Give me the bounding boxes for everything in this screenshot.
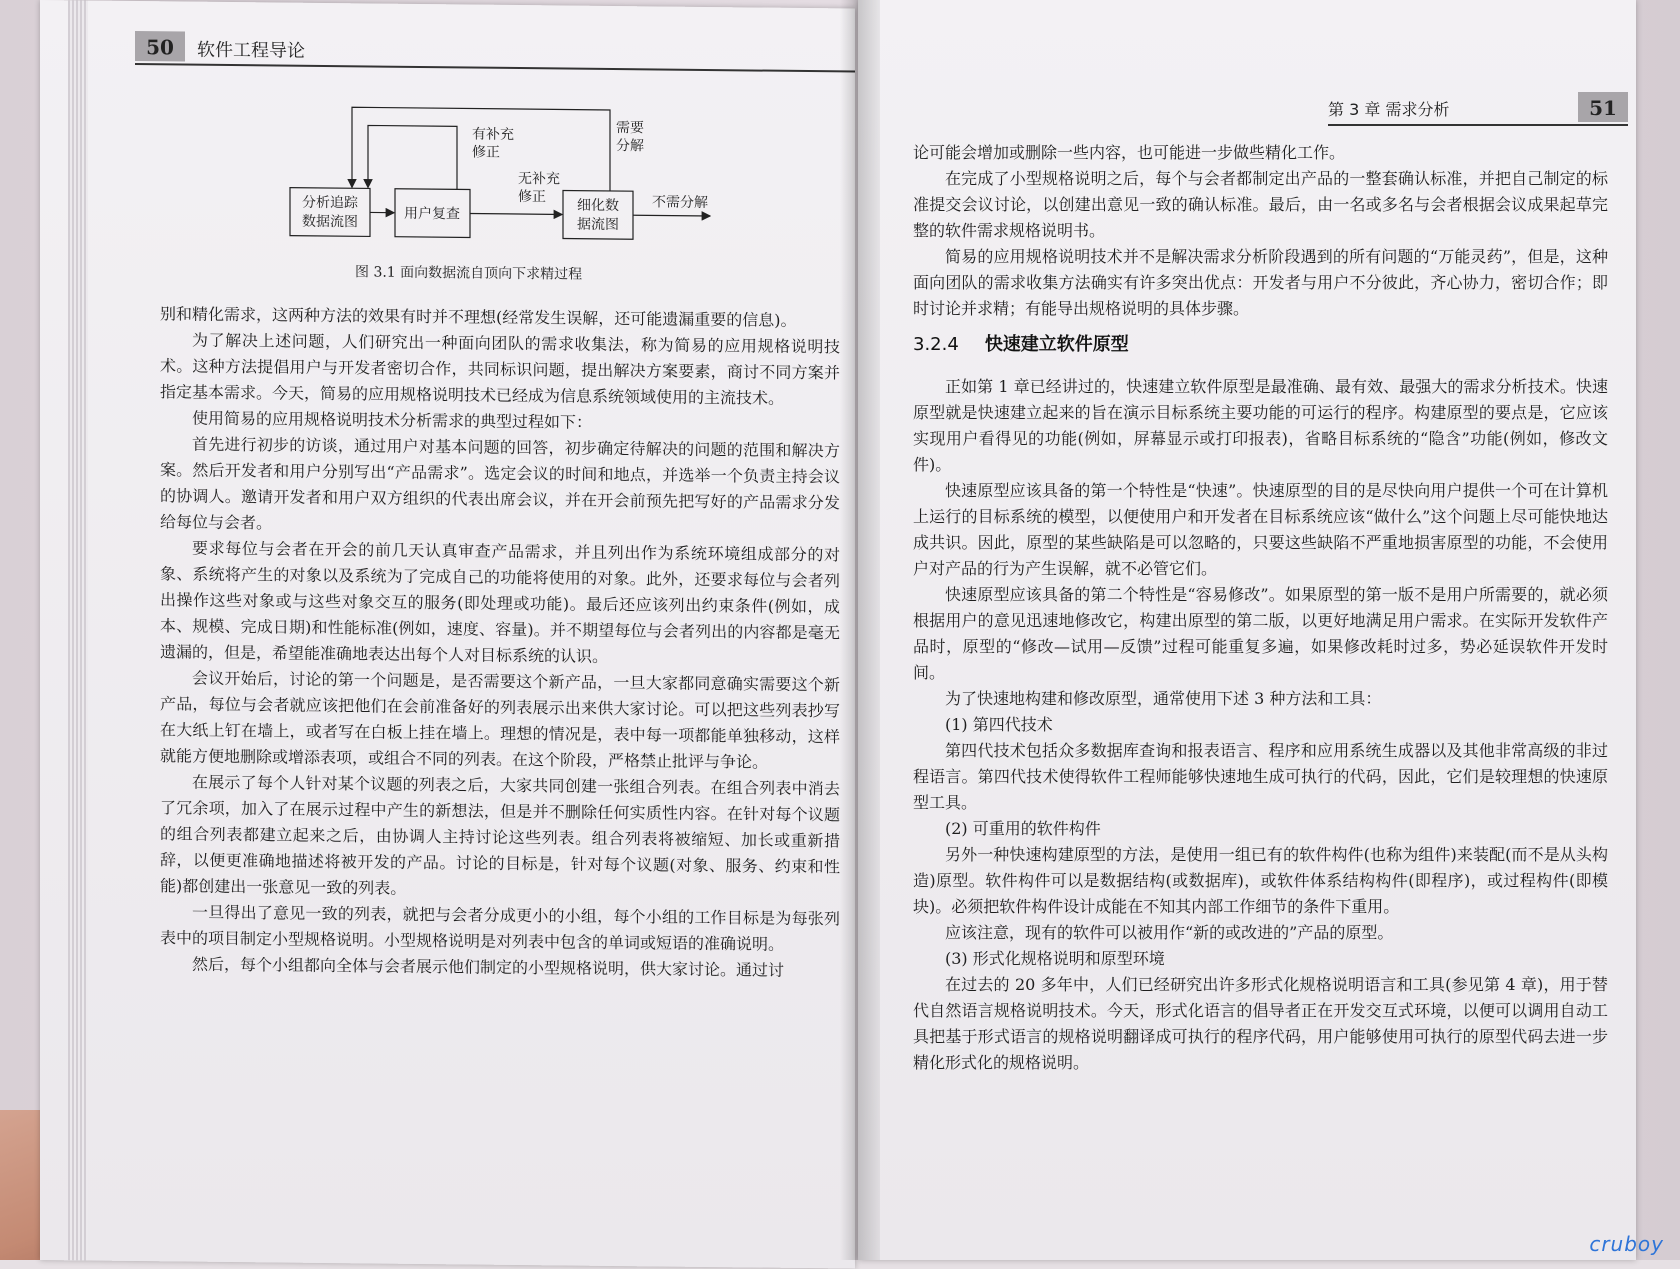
- paragraph: 为了解决上述问题，人们研究出一种面向团队的需求收集法，称为简易的应用规格说明技术。这种方法提倡用户与开发者密切合作，共同标识问题，提出解决方案要素，商讨不同方案并指定基本需求。今天，简易的应用规格说明技术已经成为信息系统领域使用的主流技术。: [160, 327, 840, 412]
- flow-box-review-text: 用户复查: [404, 206, 460, 223]
- flow-box-refine-line1: 细化数: [577, 197, 619, 214]
- flow-diagram-svg: [280, 103, 730, 258]
- paragraph: 然后，每个小组都向全体与会者展示他们制定的小型规格说明，供大家讨论。通过讨: [160, 951, 840, 984]
- header-rule: [1328, 124, 1628, 126]
- book-gutter: [840, 0, 880, 1260]
- paragraph: 在完成了小型规格说明之后，每个与会者都制定出产品的一整套确认标准，并把自己制定的标准提交会议讨论，以创建出意见一致的确认标准。最后，由一名或多名与会者根据会议成果起草完整的软件需求规格说明书。: [913, 166, 1608, 244]
- paragraph: 要求每位与会者在开会的前几天认真审查产品需求，并且列出作为系统环境组成部分的对象、系统将产生的对象以及系统为了完成自己的功能将使用的对象。此外，还要求每位与会者列出操作这些对象或与这些对象交互的服务(即处理或功能)。最后还应该列出约束条件(例如，成本、规模、完成日期)和性能标准(例如，速度、容量)。并不期望每位与会者列出的内容都是毫无遗漏的，但是，希望能准确地表达出每个人对目标系统的认识。: [160, 535, 840, 672]
- left-page-body: [160, 301, 840, 984]
- paragraph: 一旦得出了意见一致的列表，就把与会者分成更小的小组，每个小组的工作目标是为每张列表中的项目制定小型规格说明。小型规格说明是对列表中包含的单词或短语的准确说明。: [160, 899, 840, 958]
- right-page-body: [913, 140, 1608, 1076]
- list-heading: (2) 可重用的软件构件: [913, 816, 1608, 842]
- flow-label-feedback-2: 修正: [472, 145, 500, 161]
- watermark: cruboy: [1589, 1232, 1664, 1256]
- flow-arrow-2: [470, 214, 562, 215]
- left-page-header: [135, 31, 855, 73]
- right-page-header: [1328, 92, 1628, 128]
- paragraph: 另外一种快速构建原型的方法，是使用一组已有的软件构件(也称为组件)来装配(而不是从头构造)原型。软件构件可以是数据结构(或数据库)，或软件体系结构构件(即程序)，或过程构件(即模块)。必须把软件构件设计成能在不知其内部工作细节的条件下重用。: [913, 842, 1608, 920]
- flow-arrow-exit: [633, 215, 710, 216]
- list-heading: (1) 第四代技术: [913, 712, 1608, 738]
- page-number: 51: [1578, 96, 1628, 120]
- flow-label-no-need: 不需分解: [652, 194, 708, 211]
- chapter-label: 第 3 章 需求分析: [1328, 97, 1449, 120]
- flow-label-no-change-2: 修正: [518, 189, 546, 205]
- section-number: 3.2.4: [913, 334, 959, 355]
- paragraph: 快速原型应该具备的第一个特性是“快速”。快速原型的目的是尽快向用户提供一个可在计算机上运行的目标系统的模型，以便使用户和开发者在目标系统应该“做什么”这个问题上尽可能快地达成共识。因此，原型的某些缺陷是可以忽略的，只要这些缺陷不严重地损害原型的功能，不会使用户对产品的行为产生误解，就不必管它们。: [913, 478, 1608, 582]
- paragraph: 别和精化需求，这两种方法的效果有时并不理想(经常发生误解，还可能遗漏重要的信息)。: [160, 301, 840, 334]
- paragraph: 快速原型应该具备的第二个特性是“容易修改”。如果原型的第一版不是用户所需要的，就必须根据用户的意见迅速地修改它，构建出原型的第二版，以更好地满足用户需求。在实际开发软件产品时，原型的“修改—试用—反馈”过程可能重复多遍，如果修改耗时过多，势必延误软件开发时间。: [913, 582, 1608, 686]
- paragraph: 使用简易的应用规格说明技术分析需求的典型过程如下：: [160, 405, 840, 438]
- flow-diagram: [280, 103, 730, 258]
- paragraph: 论可能会增加或删除一些内容，也可能进一步做些精化工作。: [913, 140, 1608, 166]
- page-number: 50: [135, 35, 185, 60]
- paragraph: 首先进行初步的访谈，通过用户对基本问题的回答，初步确定待解决的问题的范围和解决方案。然后开发者和用户分别写出“产品需求”。选定会议的时间和地点，并选举一个负责主持会议的协调人。邀请开发者和用户双方组织的代表出席会议，并在开会前预先把写好的产品需求分发给每位与会者。: [160, 431, 840, 542]
- list-heading: (3) 形式化规格说明和原型环境: [913, 946, 1608, 972]
- left-page: [40, 0, 855, 1269]
- paragraph: 简易的应用规格说明技术并不是解决需求分析阶段遇到的所有问题的“万能灵药”，但是，这种面向团队的需求收集方法确实有许多突出优点：开发者与用户不分彼此，齐心协力，密切合作；即时讨论并求精；有能导出规格说明的具体步骤。: [913, 244, 1608, 322]
- header-rule: [135, 63, 855, 73]
- flow-label-need-2: 分解: [616, 138, 644, 154]
- flow-label-need-1: 需要: [616, 120, 644, 136]
- flow-box-analyze-line1: 分析追踪: [302, 194, 359, 212]
- flow-label-no-change-1: 无补充: [518, 171, 560, 187]
- flow-box-analyze-line2: 数据流图: [302, 213, 358, 231]
- running-title: 软件工程导论: [197, 36, 305, 63]
- paragraph: 应该注意，现有的软件可以被用作“新的或改进的”产品的原型。: [913, 920, 1608, 946]
- paragraph: 在展示了每个人针对某个议题的列表之后，大家共同创建一张组合列表。在组合列表中消去了冗余项，加入了在展示过程中产生的新想法，但是并不删除任何实质性内容。在针对每个议题的组合列表都建立起来之后，由协调人主持讨论这些列表。组合列表将被缩短、加长或重新措辞，以便更准确地描述将被开发的产品。讨论的目标是，针对每个议题(对象、服务、约束和性能)都创建出一张意见一致的列表。: [160, 769, 840, 906]
- flow-loop-feedback: [368, 125, 457, 189]
- paragraph: 在过去的 20 多年中，人们已经研究出许多形式化规格说明语言和工具(参见第 4 章)，用于替代自然语言规格说明技术。今天，形式化语言的倡导者正在开发交互式环境，以便可以调用自动工具把基于形式语言的规格说明翻译成可执行的程序代码，用户能够使用可执行的原型代码去进一步精化形式化的规格说明。: [913, 972, 1608, 1076]
- section-heading: [913, 332, 1608, 358]
- section-title: 快速建立软件原型: [985, 334, 1129, 355]
- flow-label-feedback-1: 有补充: [472, 127, 514, 143]
- flow-box-refine-line2: 据流图: [577, 216, 619, 233]
- figure-caption: 图 3.1 面向数据流自顶向下求精过程: [355, 261, 582, 283]
- paragraph: 第四代技术包括众多数据库查询和报表语言、程序和应用系统生成器以及其他非常高级的非过程语言。第四代技术使得软件工程师能够快速地生成可执行的代码，因此，它们是较理想的快速原型工具。: [913, 738, 1608, 816]
- paragraph: 为了快速地构建和修改原型，通常使用下述 3 种方法和工具：: [913, 686, 1608, 712]
- paragraph: 正如第 1 章已经讲过的，快速建立软件原型是最准确、最有效、最强大的需求分析技术。快速原型就是快速建立起来的旨在演示目标系统主要功能的可运行的程序。构建原型的要点是，它应该实现用户看得见的功能(例如，屏幕显示或打印报表)，省略目标系统的“隐含”功能(例如，修改文件)。: [913, 374, 1608, 478]
- page-edges: [68, 0, 88, 1260]
- paragraph: 会议开始后，讨论的第一个问题是，是否需要这个新产品，一旦大家都同意确实需要这个新产品，每位与会者就应该把他们在会前准备好的列表展示出来供大家讨论。可以把这些列表抄写在大纸上钉在墙上，或者写在白板上挂在墙上。理想的情况是，表中每一项都能单独移动，这样就能方便地删除或增添表项，或组合不同的列表。在这个阶段，严格禁止批评与争论。: [160, 665, 840, 776]
- right-page: [858, 0, 1636, 1260]
